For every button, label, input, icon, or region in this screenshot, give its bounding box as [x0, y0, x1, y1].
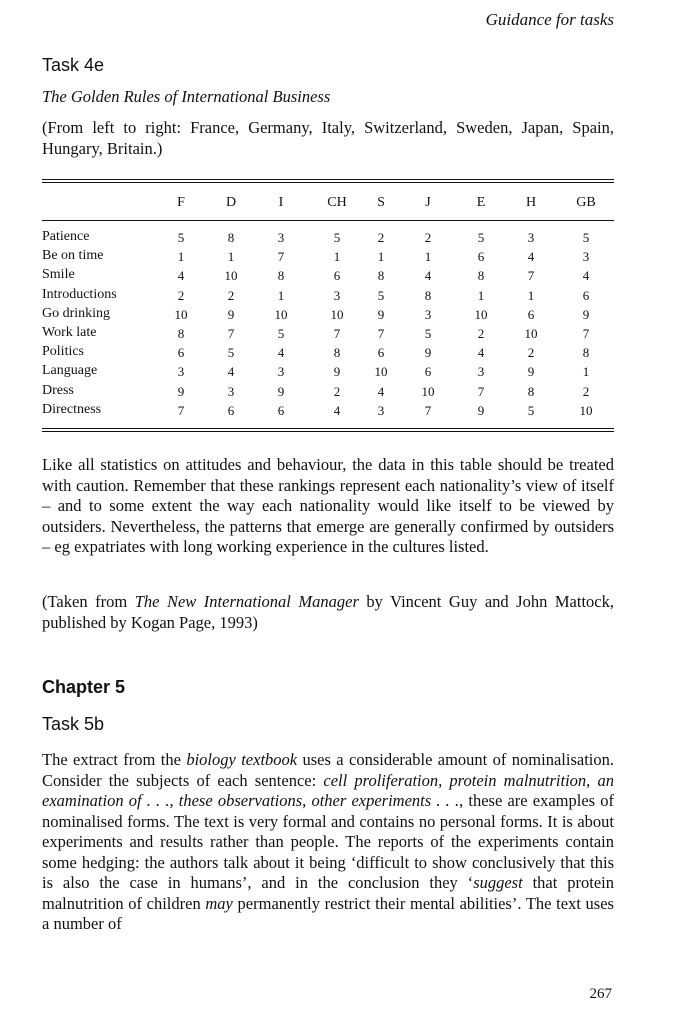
table-cell: 7 [477, 383, 485, 399]
table-cell: 7 [333, 326, 341, 341]
table-cell: 7 [424, 402, 432, 418]
table-cell: 6 [527, 306, 535, 322]
table-cell: 5 [424, 326, 432, 341]
table-cell: 7 [377, 326, 385, 341]
row-label: Smile [42, 267, 75, 283]
table-cell: 3 [333, 287, 341, 303]
table-cell: 6 [377, 345, 385, 361]
table-top-rule-2 [42, 182, 614, 183]
task-4e-heading: Task 4e [42, 55, 105, 75]
table-cell: 10 [421, 383, 435, 399]
table-cell: 5 [277, 326, 285, 341]
row-label: Work late [42, 325, 97, 340]
italic-term: suggest [473, 873, 523, 892]
table-cell: 5 [333, 230, 341, 245]
table-header-rule [42, 220, 614, 221]
table-cell: 5 [377, 287, 385, 303]
table-cell: 7 [582, 326, 590, 341]
table-cell: 4 [227, 364, 235, 380]
table-cell: 3 [527, 230, 535, 245]
table-cell: 8 [527, 383, 535, 399]
table-cell: 2 [527, 345, 535, 361]
table-cell: 10 [374, 364, 388, 380]
row-label: Go drinking [42, 305, 111, 321]
running-head: Guidance for tasks [485, 10, 614, 29]
table-cell: 9 [377, 306, 385, 322]
table-cell: 8 [177, 326, 185, 341]
table-cell: 10 [474, 306, 488, 322]
table-cell: 4 [527, 249, 535, 265]
column-header: I [278, 195, 284, 210]
table-cell: 8 [227, 230, 235, 245]
table-cell: 3 [177, 364, 185, 380]
caution-paragraph: Like all statistics on attitudes and behaviour, the data in this table should be treated with caution. Remember that these rankings represent each nationality’s view of itself – and to some extent the way each nationality would like itself to be viewed by outsiders. Nevertheless, the patterns that emerge are generally confirmed by outsiders – eg expatriates with long working experience in the cultures listed. [42, 455, 614, 556]
table-cell: 6 [424, 364, 432, 380]
table-cell: 8 [477, 268, 485, 284]
table-cell: 7 [277, 249, 285, 265]
chapter-5-heading: Chapter 5 [42, 677, 126, 697]
table-cell: 1 [477, 287, 485, 303]
table-cell: 2 [424, 230, 432, 245]
source-after: by Vincent Guy and John Mattock, published by Kogan Page, 1993) [42, 592, 614, 632]
table-cell: 1 [333, 249, 341, 265]
table-cell: 1 [177, 249, 185, 265]
table-cell: 6 [477, 249, 485, 265]
row-label: Directness [42, 401, 102, 417]
table-bottom-rule-2 [42, 431, 614, 432]
table-cell: 7 [177, 402, 185, 418]
table-cell: 1 [582, 364, 590, 380]
column-header: D [225, 195, 237, 210]
column-header: E [476, 195, 486, 210]
row-label: Introductions [42, 286, 117, 302]
table-cell: 2 [377, 230, 385, 245]
table-cell: 2 [582, 383, 590, 399]
table-cell: 1 [424, 249, 432, 265]
row-label: Patience [42, 229, 90, 244]
table-cell: 10 [224, 268, 238, 284]
table-cell: 2 [227, 287, 235, 303]
table-cell: 9 [227, 306, 235, 322]
table-cell: 3 [277, 364, 285, 380]
text-run: uses a considerable amount of nominalisation. Consider the subjects of each sentence: [42, 750, 614, 790]
table-cell: 6 [277, 402, 285, 418]
table-cell: 3 [424, 306, 432, 322]
table-cell: 6 [227, 402, 235, 418]
table-cell: 6 [333, 268, 341, 284]
table-cell: 9 [582, 306, 590, 322]
table-cell: 10 [274, 306, 288, 322]
table-cell: 9 [424, 345, 432, 361]
table-cell: 10 [524, 326, 538, 341]
text-run: permanently restrict their mental abilities’. The text uses a number of [42, 893, 614, 933]
source-book-title: The New International Manager [134, 592, 359, 611]
column-header: GB [576, 195, 596, 210]
table-top-rule [42, 179, 614, 180]
table-cell: 3 [477, 364, 485, 380]
column-header: J [425, 195, 431, 210]
table-cell: 4 [477, 345, 485, 361]
table-cell: 2 [333, 383, 341, 399]
italic-term: may [205, 893, 233, 913]
table-cell: 1 [377, 249, 385, 265]
table-cell: 1 [527, 287, 535, 303]
table-bottom-rule [42, 428, 614, 429]
table-cell: 8 [582, 345, 590, 361]
table-cell: 4 [333, 402, 341, 418]
table-cell: 3 [377, 402, 385, 418]
table-cell: 5 [227, 345, 235, 361]
page-number: 267 [589, 986, 612, 1002]
table-cell: 8 [277, 268, 285, 284]
table-cell: 8 [424, 287, 432, 303]
column-header: CH [327, 195, 347, 210]
table-cell: 10 [579, 402, 593, 418]
table-intro: (From left to right: France, Germany, Italy, Switzerland, Sweden, Japan, Spain, Hungary, Britain.) [42, 118, 614, 158]
row-label: Language [42, 363, 98, 379]
table-cell: 1 [227, 249, 235, 265]
table-cell: 3 [277, 230, 285, 245]
table-cell: 7 [527, 268, 535, 284]
table-cell: 5 [477, 230, 485, 245]
table-cell: 2 [477, 326, 485, 341]
task-5b-paragraph [42, 750, 614, 935]
table-cell: 9 [177, 383, 185, 399]
table-cell: 9 [527, 364, 535, 380]
source-before: (Taken from [42, 592, 135, 611]
table-cell: 2 [177, 287, 185, 303]
italic-term: biology textbook [186, 750, 298, 769]
table-cell: 3 [227, 383, 235, 399]
text-run: The extract from the [42, 750, 187, 769]
table-subtitle: The Golden Rules of International Business [42, 87, 331, 106]
table-cell: 5 [582, 230, 590, 245]
row-label: Politics [42, 344, 85, 360]
table-cell: 4 [582, 268, 590, 284]
table-cell: 8 [333, 345, 341, 361]
table-cell: 4 [277, 345, 285, 361]
table-cell: 3 [582, 249, 590, 265]
table-cell: 4 [377, 383, 385, 399]
column-header: H [525, 195, 537, 210]
row-label: Dress [42, 382, 74, 398]
table-cell: 6 [582, 287, 590, 303]
table-cell: 5 [527, 402, 535, 418]
column-header: S [377, 195, 385, 210]
italic-term: cell proliferation, protein malnutrition, an examination of . . ., these observations, other experiments . . . [42, 770, 614, 810]
table-cell: 8 [377, 268, 385, 284]
column-header: F [177, 195, 185, 210]
row-label: Be on time [42, 248, 104, 264]
table-cell: 10 [330, 306, 344, 322]
table-cell: 10 [174, 306, 188, 322]
table-cell: 1 [277, 287, 285, 303]
table-cell: 6 [177, 345, 185, 361]
table-cell: 4 [424, 268, 432, 284]
table-cell: 9 [277, 383, 285, 399]
table-cell: 4 [177, 268, 185, 284]
table-cell: 9 [333, 364, 341, 380]
task-5b-heading: Task 5b [42, 714, 105, 734]
table-cell: 7 [227, 326, 235, 341]
table-cell: 9 [477, 402, 485, 418]
table-cell: 5 [177, 230, 185, 245]
source-citation [42, 592, 614, 633]
text-run: that protein malnutrition of children [42, 873, 614, 913]
text-run: , these are examples of nominalised forms. The text is very formal and contains no personal forms. It is about experiments and results rather than people. The reports of the experiments contain some hedging: the authors talk about it being ‘difficult to show conclusively that this is also the case in humans’, and in the conclusion they ‘ [42, 791, 614, 892]
